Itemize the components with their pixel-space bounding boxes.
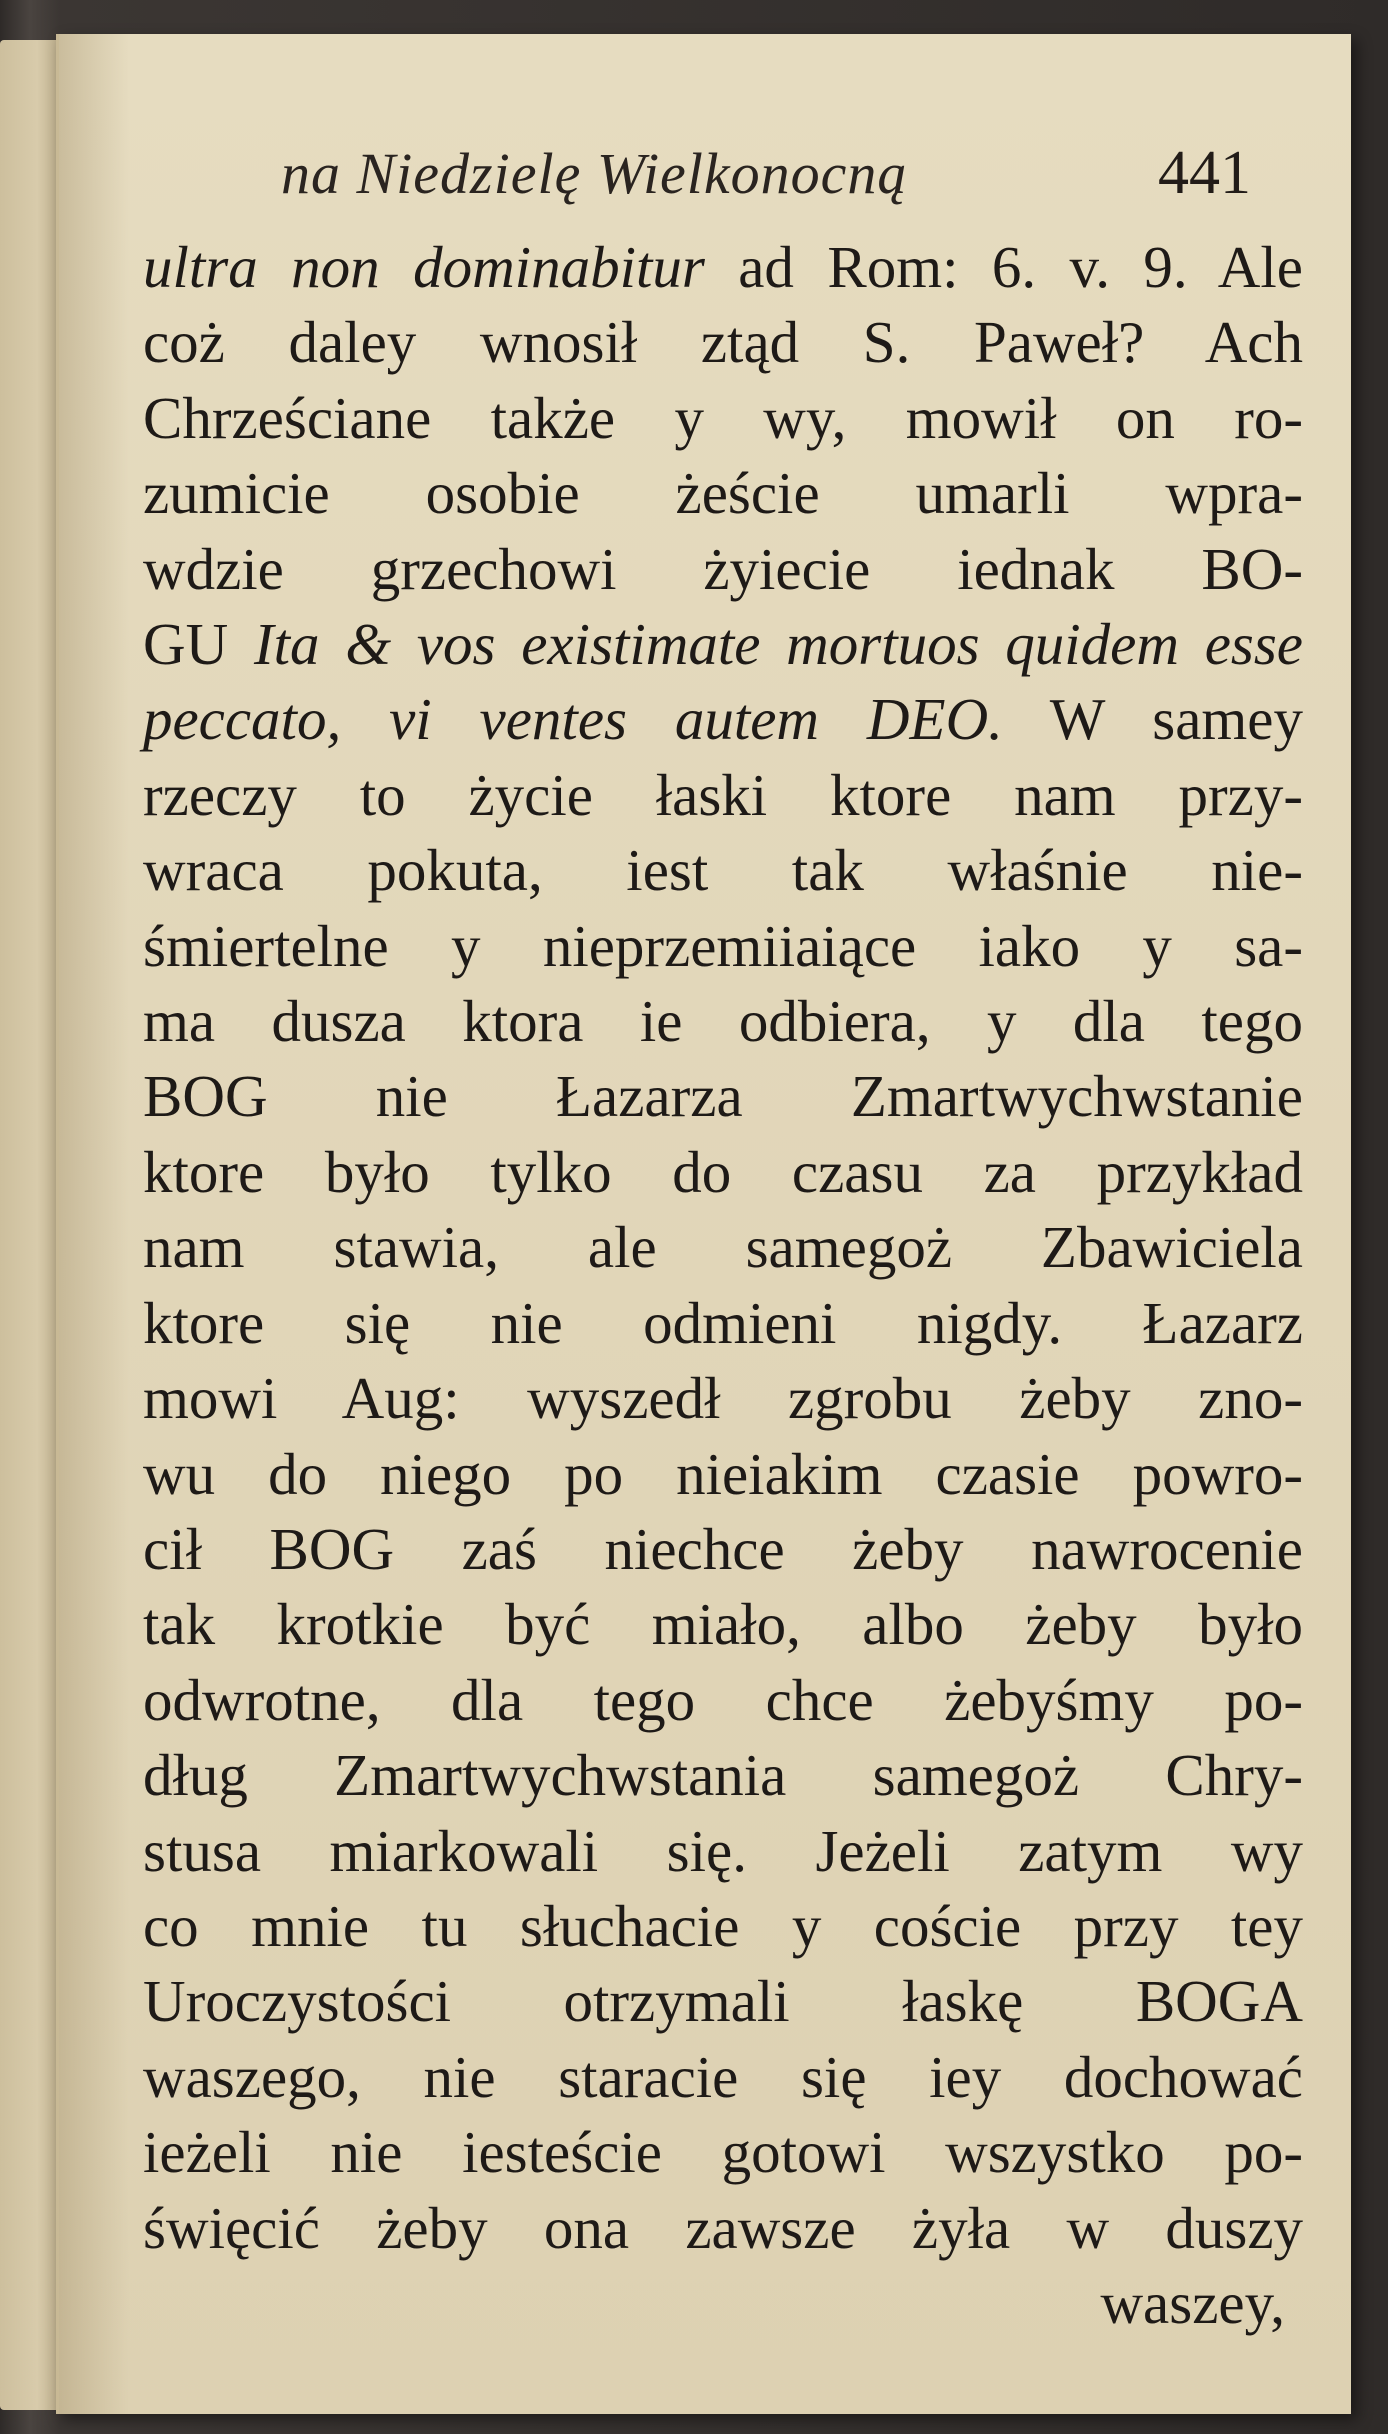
text-segment: waszey, (1100, 2269, 1285, 2336)
text-line (143, 2115, 1303, 2190)
text-line (143, 1135, 1303, 1210)
text-line (143, 456, 1303, 531)
text-line (143, 1889, 1303, 1964)
text-segment: dług Zmartwychwstania samegoż Chry- (143, 1742, 1303, 1809)
text-line (143, 230, 1303, 305)
text-segment: BOG nie Łazarza Zmartwychwstanie (143, 1063, 1303, 1130)
text-segment: zumicie osobie żeście umarli wpra- (143, 460, 1303, 527)
text-segment: co mnie tu słuchacie y coście przy tey (143, 1892, 1303, 1959)
text-line (143, 682, 1303, 757)
text-segment: rzeczy to życie łaski ktore nam przy- (143, 761, 1303, 828)
previous-page-edge (0, 40, 62, 2410)
text-line (143, 1964, 1303, 2039)
text-segment: Chrześciane także y wy, mowił on ro- (143, 384, 1303, 451)
latin-quote: peccato, vi ventes autem DEO. (143, 686, 1003, 753)
running-title: na Niedzielę Wielkonocną (281, 141, 908, 206)
text-line (143, 2040, 1303, 2115)
text-line (143, 1059, 1303, 1134)
text-segment: mowi Aug: wyszedł zgrobu żeby zno- (143, 1365, 1303, 1432)
text-segment: tak krotkie być miało, albo żeby było (143, 1591, 1303, 1658)
page-header (281, 120, 1251, 230)
text-segment: śmiertelne y nieprzemiiaiące iako y sa- (143, 912, 1303, 979)
text-line (143, 2191, 1303, 2266)
text-segment: Uroczystości otrzymali łaskę BOGA (143, 1968, 1303, 2035)
text-segment: GU (143, 611, 254, 678)
text-segment: ma dusza ktora ie odbiera, y dla tego (143, 988, 1303, 1055)
text-line (143, 909, 1303, 984)
text-line (143, 2266, 1303, 2341)
text-segment: święcić żeby ona zawsze żyła w duszy (143, 2194, 1303, 2261)
text-line (143, 1210, 1303, 1285)
text-segment: ieżeli nie iesteście gotowi wszystko po- (143, 2119, 1303, 2186)
text-line (143, 833, 1303, 908)
text-line (143, 758, 1303, 833)
text-line (143, 1587, 1303, 1662)
text-line (143, 1437, 1303, 1512)
text-segment: W samey (1002, 686, 1303, 753)
text-segment: wraca pokuta, iest tak właśnie nie- (143, 837, 1303, 904)
text-line (143, 1663, 1303, 1738)
text-segment: stusa miarkowali się. Jeżeli zatym wy (143, 1817, 1303, 1884)
text-line (143, 607, 1303, 682)
text-segment: wu do niego po nieiakim czasie powro- (143, 1440, 1303, 1507)
text-line (143, 381, 1303, 456)
text-segment: odwrotne, dla tego chce żebyśmy po- (143, 1666, 1303, 1733)
book-page (56, 34, 1351, 2414)
text-line (143, 305, 1303, 380)
text-segment: coż daley wnosił ztąd S. Paweł? Ach (143, 309, 1303, 376)
text-segment: ktore się nie odmieni nigdy. Łazarz (143, 1289, 1303, 1356)
text-segment: wdzie grzechowi żyiecie iednak BO- (143, 535, 1303, 602)
text-segment: ktore było tylko do czasu za przykład (143, 1138, 1303, 1205)
text-line (143, 1286, 1303, 1361)
text-segment: cił BOG zaś niechce żeby nawrocenie (143, 1515, 1303, 1582)
page-number: 441 (1158, 139, 1251, 207)
text-line (143, 1738, 1303, 1813)
text-segment: nam stawia, ale samegoż Zbawiciela (143, 1214, 1303, 1281)
body-text (143, 230, 1303, 2341)
text-line (143, 532, 1303, 607)
latin-quote: ultra non dominabitur (143, 234, 705, 300)
latin-quote: Ita & vos existimate mortuos quidem esse (253, 611, 1303, 678)
text-segment: ad Rom: 6. v. 9. Ale (704, 234, 1303, 300)
text-segment: waszego, nie staracie się iey dochować (143, 2043, 1303, 2110)
text-line (143, 984, 1303, 1059)
text-line (143, 1512, 1303, 1587)
text-line (143, 1814, 1303, 1889)
text-line (143, 1361, 1303, 1436)
